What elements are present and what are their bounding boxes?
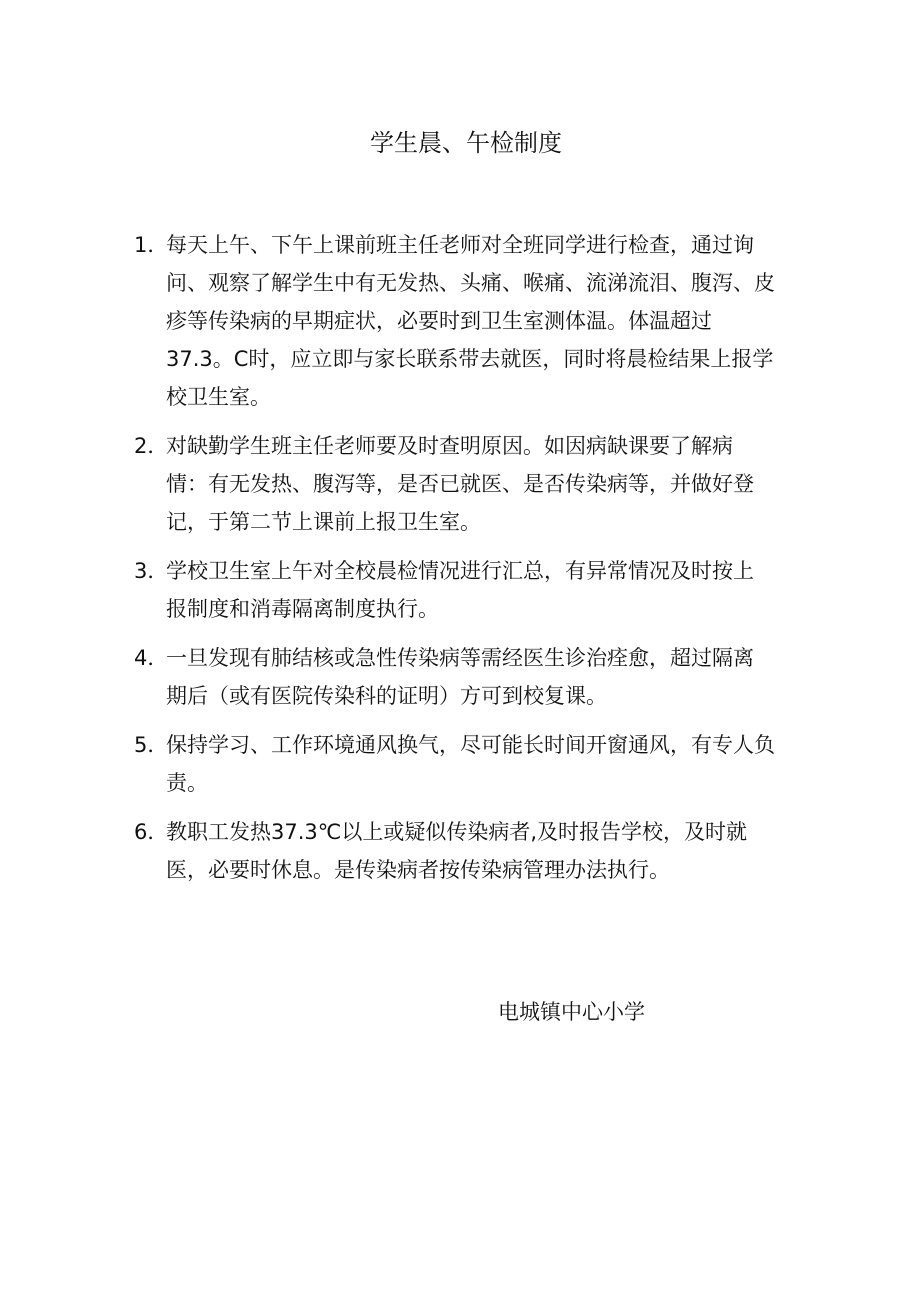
clause-3 <box>130 552 810 628</box>
clause-4 <box>130 639 810 715</box>
clause-number: 4． <box>134 646 169 670</box>
clause-text-line: 报制度和消毒隔离制度执行。 <box>166 597 439 621</box>
clause-text-line: 教职工发热37.3℃以上或疑似传染病者,及时报告学校，及时就 <box>166 820 748 844</box>
clause-text-line: 校卫生室。 <box>166 385 271 409</box>
clause-text-line: 对缺勤学生班主任老师要及时查明原因。如因病缺课要了解病 <box>166 434 733 458</box>
clause-6 <box>130 813 810 889</box>
clause-text-line: 期后（或有医院传染科的证明）方可到校复课。 <box>166 684 607 708</box>
clause-text-line: 记，于第二节上课前上报卫生室。 <box>166 510 481 534</box>
clause-text-line: 疹等传染病的早期症状，必要时到卫生室测体温。体温超过 <box>166 309 712 333</box>
clause-text-line: 责。 <box>166 771 208 795</box>
clause-list <box>130 226 810 900</box>
clause-text-line: 学校卫生室上午对全校晨检情况进行汇总，有异常情况及时按上 <box>166 559 754 583</box>
clause-text-line: 37.3。C时，应立即与家长联系带去就医，同时将晨检结果上报学 <box>166 347 774 371</box>
clause-text-line: 一旦发现有肺结核或急性传染病等需经医生诊治痊愈，超过隔离 <box>166 646 754 670</box>
clause-number: 2． <box>134 434 169 458</box>
school-signature: 电城镇中心小学 <box>498 1000 645 1024</box>
clause-text-line: 问、观察了解学生中有无发热、头痛、喉痛、流涕流泪、腹泻、皮 <box>166 271 775 295</box>
clause-text-line: 每天上午、下午上课前班主任老师对全班同学进行检查，通过询 <box>166 233 754 257</box>
clause-text-line: 情：有无发热、腹泻等，是否已就医、是否传染病等，并做好登 <box>166 472 754 496</box>
clause-2 <box>130 427 810 541</box>
clause-1 <box>130 226 810 416</box>
clause-number: 6． <box>134 820 169 844</box>
clause-number: 1． <box>134 233 169 257</box>
page-title: 学生晨、午检制度 <box>370 129 562 157</box>
clause-text-line: 医，必要时休息。是传染病者按传染病管理办法执行。 <box>166 858 670 882</box>
clause-5 <box>130 726 810 802</box>
clause-number: 5． <box>134 733 169 757</box>
clause-text-line: 保持学习、工作环境通风换气，尽可能长时间开窗通风，有专人负 <box>166 733 775 757</box>
clause-number: 3． <box>134 559 169 583</box>
